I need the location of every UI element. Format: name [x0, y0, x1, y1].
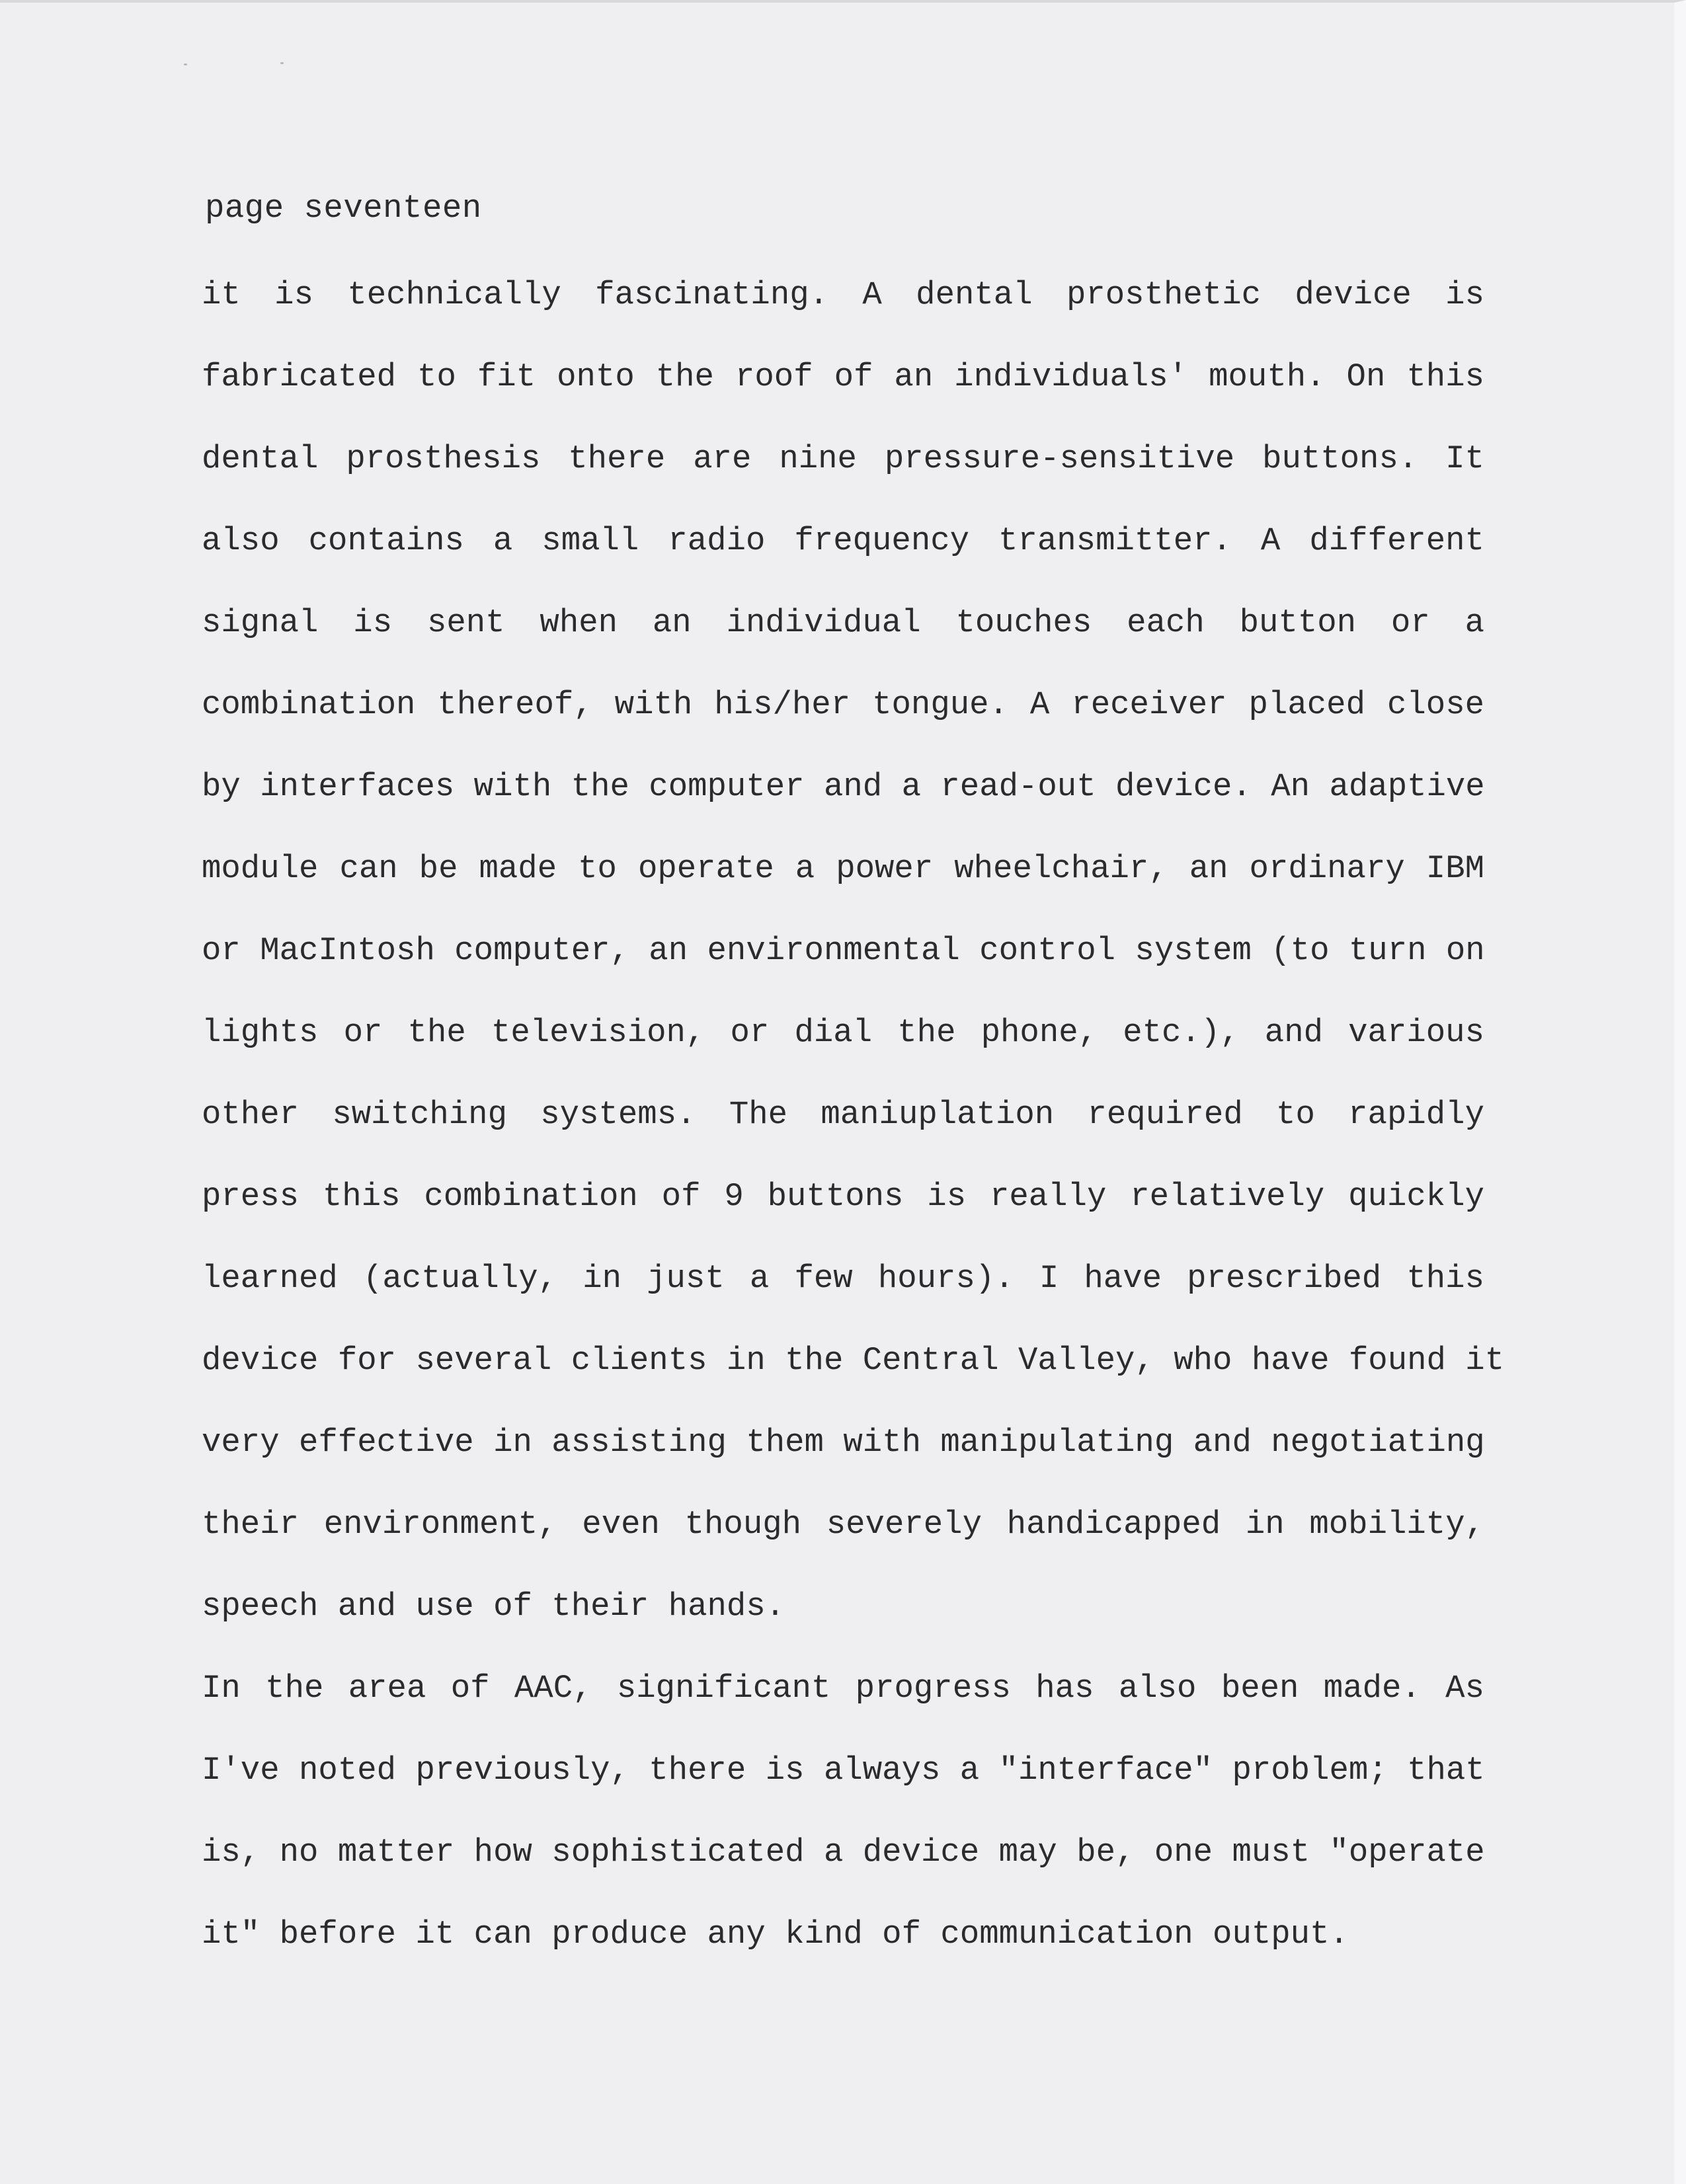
- body-line: dental prosthesis there are nine pressure-sensitive buttons. It: [202, 440, 1484, 477]
- body-line: is, no matter how sophisticated a device may be, one must "operate: [202, 1834, 1485, 1871]
- body-line: signal is sent when an individual touches each button or a: [202, 604, 1484, 641]
- body-line: learned (actually, in just a few hours). I have prescribed this: [202, 1260, 1484, 1297]
- body-line: press this combination of 9 buttons is really relatively quickly: [202, 1178, 1484, 1215]
- body-line: it" before it can produce any kind of communication output.: [202, 1916, 1349, 1953]
- scan-speck: [184, 63, 187, 65]
- body-line: speech and use of their hands.: [202, 1588, 785, 1625]
- body-line: device for several clients in the Central Valley, who have found it: [202, 1342, 1505, 1379]
- body-line: lights or the television, or dial the phone, etc.), and various: [202, 1014, 1484, 1051]
- scan-speck: [280, 62, 284, 64]
- body-line: other switching systems. The maniuplation required to rapidly: [202, 1096, 1484, 1133]
- body-line: it is technically fascinating. A dental prosthetic device is: [202, 276, 1484, 313]
- body-line: fabricated to fit onto the roof of an individuals' mouth. On this: [202, 358, 1484, 395]
- body-line: their environment, even though severely handicapped in mobility,: [202, 1506, 1484, 1543]
- body-line: very effective in assisting them with manipulating and negotiating: [202, 1424, 1485, 1461]
- body-line: In the area of AAC, significant progress has also been made. As: [202, 1670, 1484, 1707]
- body-line: combination thereof, with his/her tongue. A receiver placed close: [202, 686, 1484, 723]
- body-line: also contains a small radio frequency transmitter. A different: [202, 522, 1484, 559]
- body-line: I've noted previously, there is always a "interface" problem; that: [202, 1752, 1485, 1789]
- body-line: by interfaces with the computer and a read-out device. An adaptive: [202, 768, 1485, 805]
- body-line: or MacIntosh computer, an environmental control system (to turn on: [202, 932, 1485, 969]
- page-header: page seventeen: [205, 190, 482, 227]
- body-line: module can be made to operate a power wheelchair, an ordinary IBM: [202, 850, 1484, 887]
